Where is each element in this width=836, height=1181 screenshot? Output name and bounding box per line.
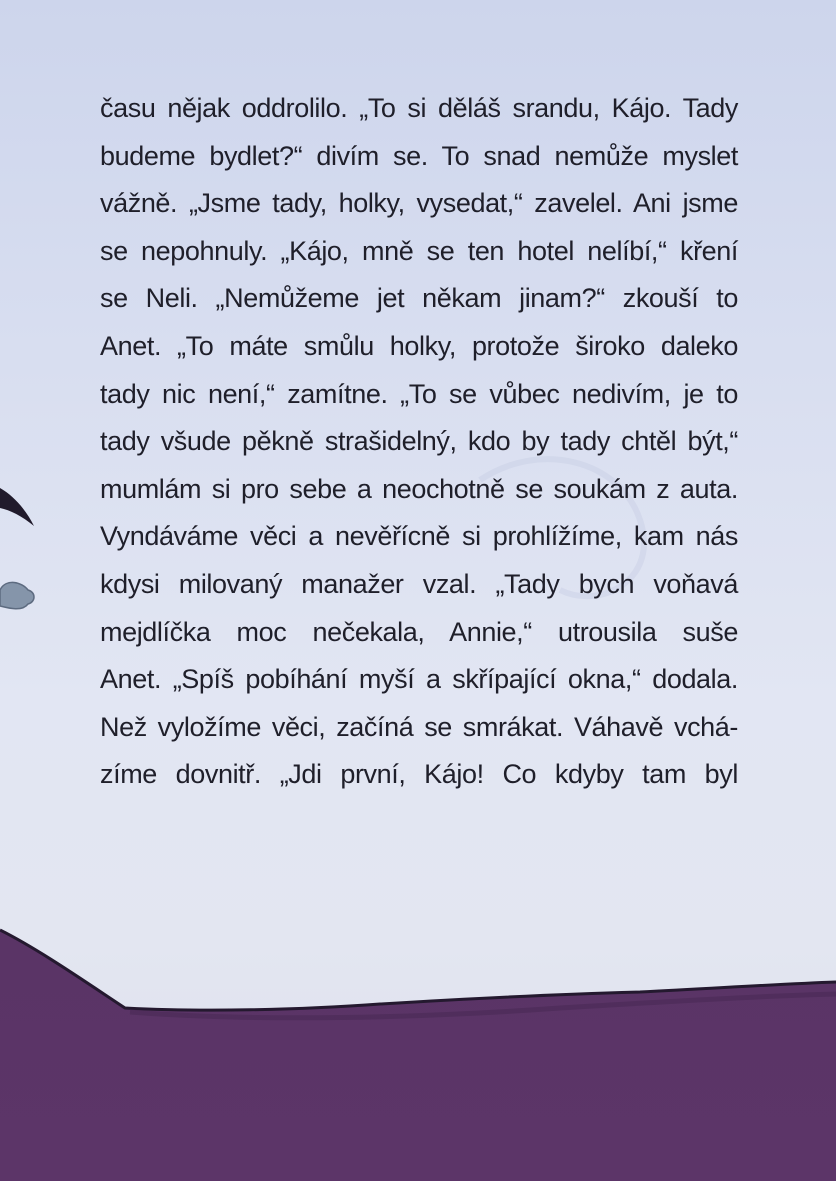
text-line: tady nic není,“ zamítne. „To se vůbec nedivím, je to xyxy=(100,378,738,409)
text-line: vážně. „Jsme tady, holky, vysedat,“ zavelel. Ani jsme xyxy=(100,188,738,219)
text-line: Anet. „Spíš pobíhání myší a skřípající okna,“ dodala. xyxy=(100,664,738,695)
story-text xyxy=(100,88,738,802)
branch-silhouette xyxy=(0,488,34,526)
leaf-silhouette xyxy=(0,582,34,608)
text-line: Anet. „To máte smůlu holky, protože široko daleko xyxy=(100,330,738,361)
text-line: mejdlíčka moc nečekala, Annie,“ utrousila suše xyxy=(100,616,738,647)
text-line: Než vyložíme věci, začíná se smrákat. Váhavě vchá- xyxy=(100,711,738,742)
text-line: Vyndáváme věci a nevěřícně si prohlížíme, kam nás xyxy=(100,521,738,552)
text-line: budeme bydlet?“ divím se. To snad nemůže myslet xyxy=(100,140,738,171)
text-line: se nepohnuly. „Kájo, mně se ten hotel nelíbí,“ kření xyxy=(100,235,738,266)
text-line: zíme dovnitř. „Jdi první, Kájo! Co kdyby tam byl xyxy=(100,759,738,790)
purple-hill xyxy=(0,930,836,1181)
text-line: tady všude pěkně strašidelný, kdo by tady chtěl být,“ xyxy=(100,426,738,457)
text-line: mumlám si pro sebe a neochotně se soukám z auta. xyxy=(100,473,738,504)
text-line: času nějak oddrolilo. „To si děláš srandu, Kájo. Tady xyxy=(100,93,738,123)
text-line: se Neli. „Nemůžeme jet někam jinam?“ zkouší to xyxy=(100,283,738,314)
text-line: kdysi milovaný manažer vzal. „Tady bych voňavá xyxy=(100,568,738,599)
